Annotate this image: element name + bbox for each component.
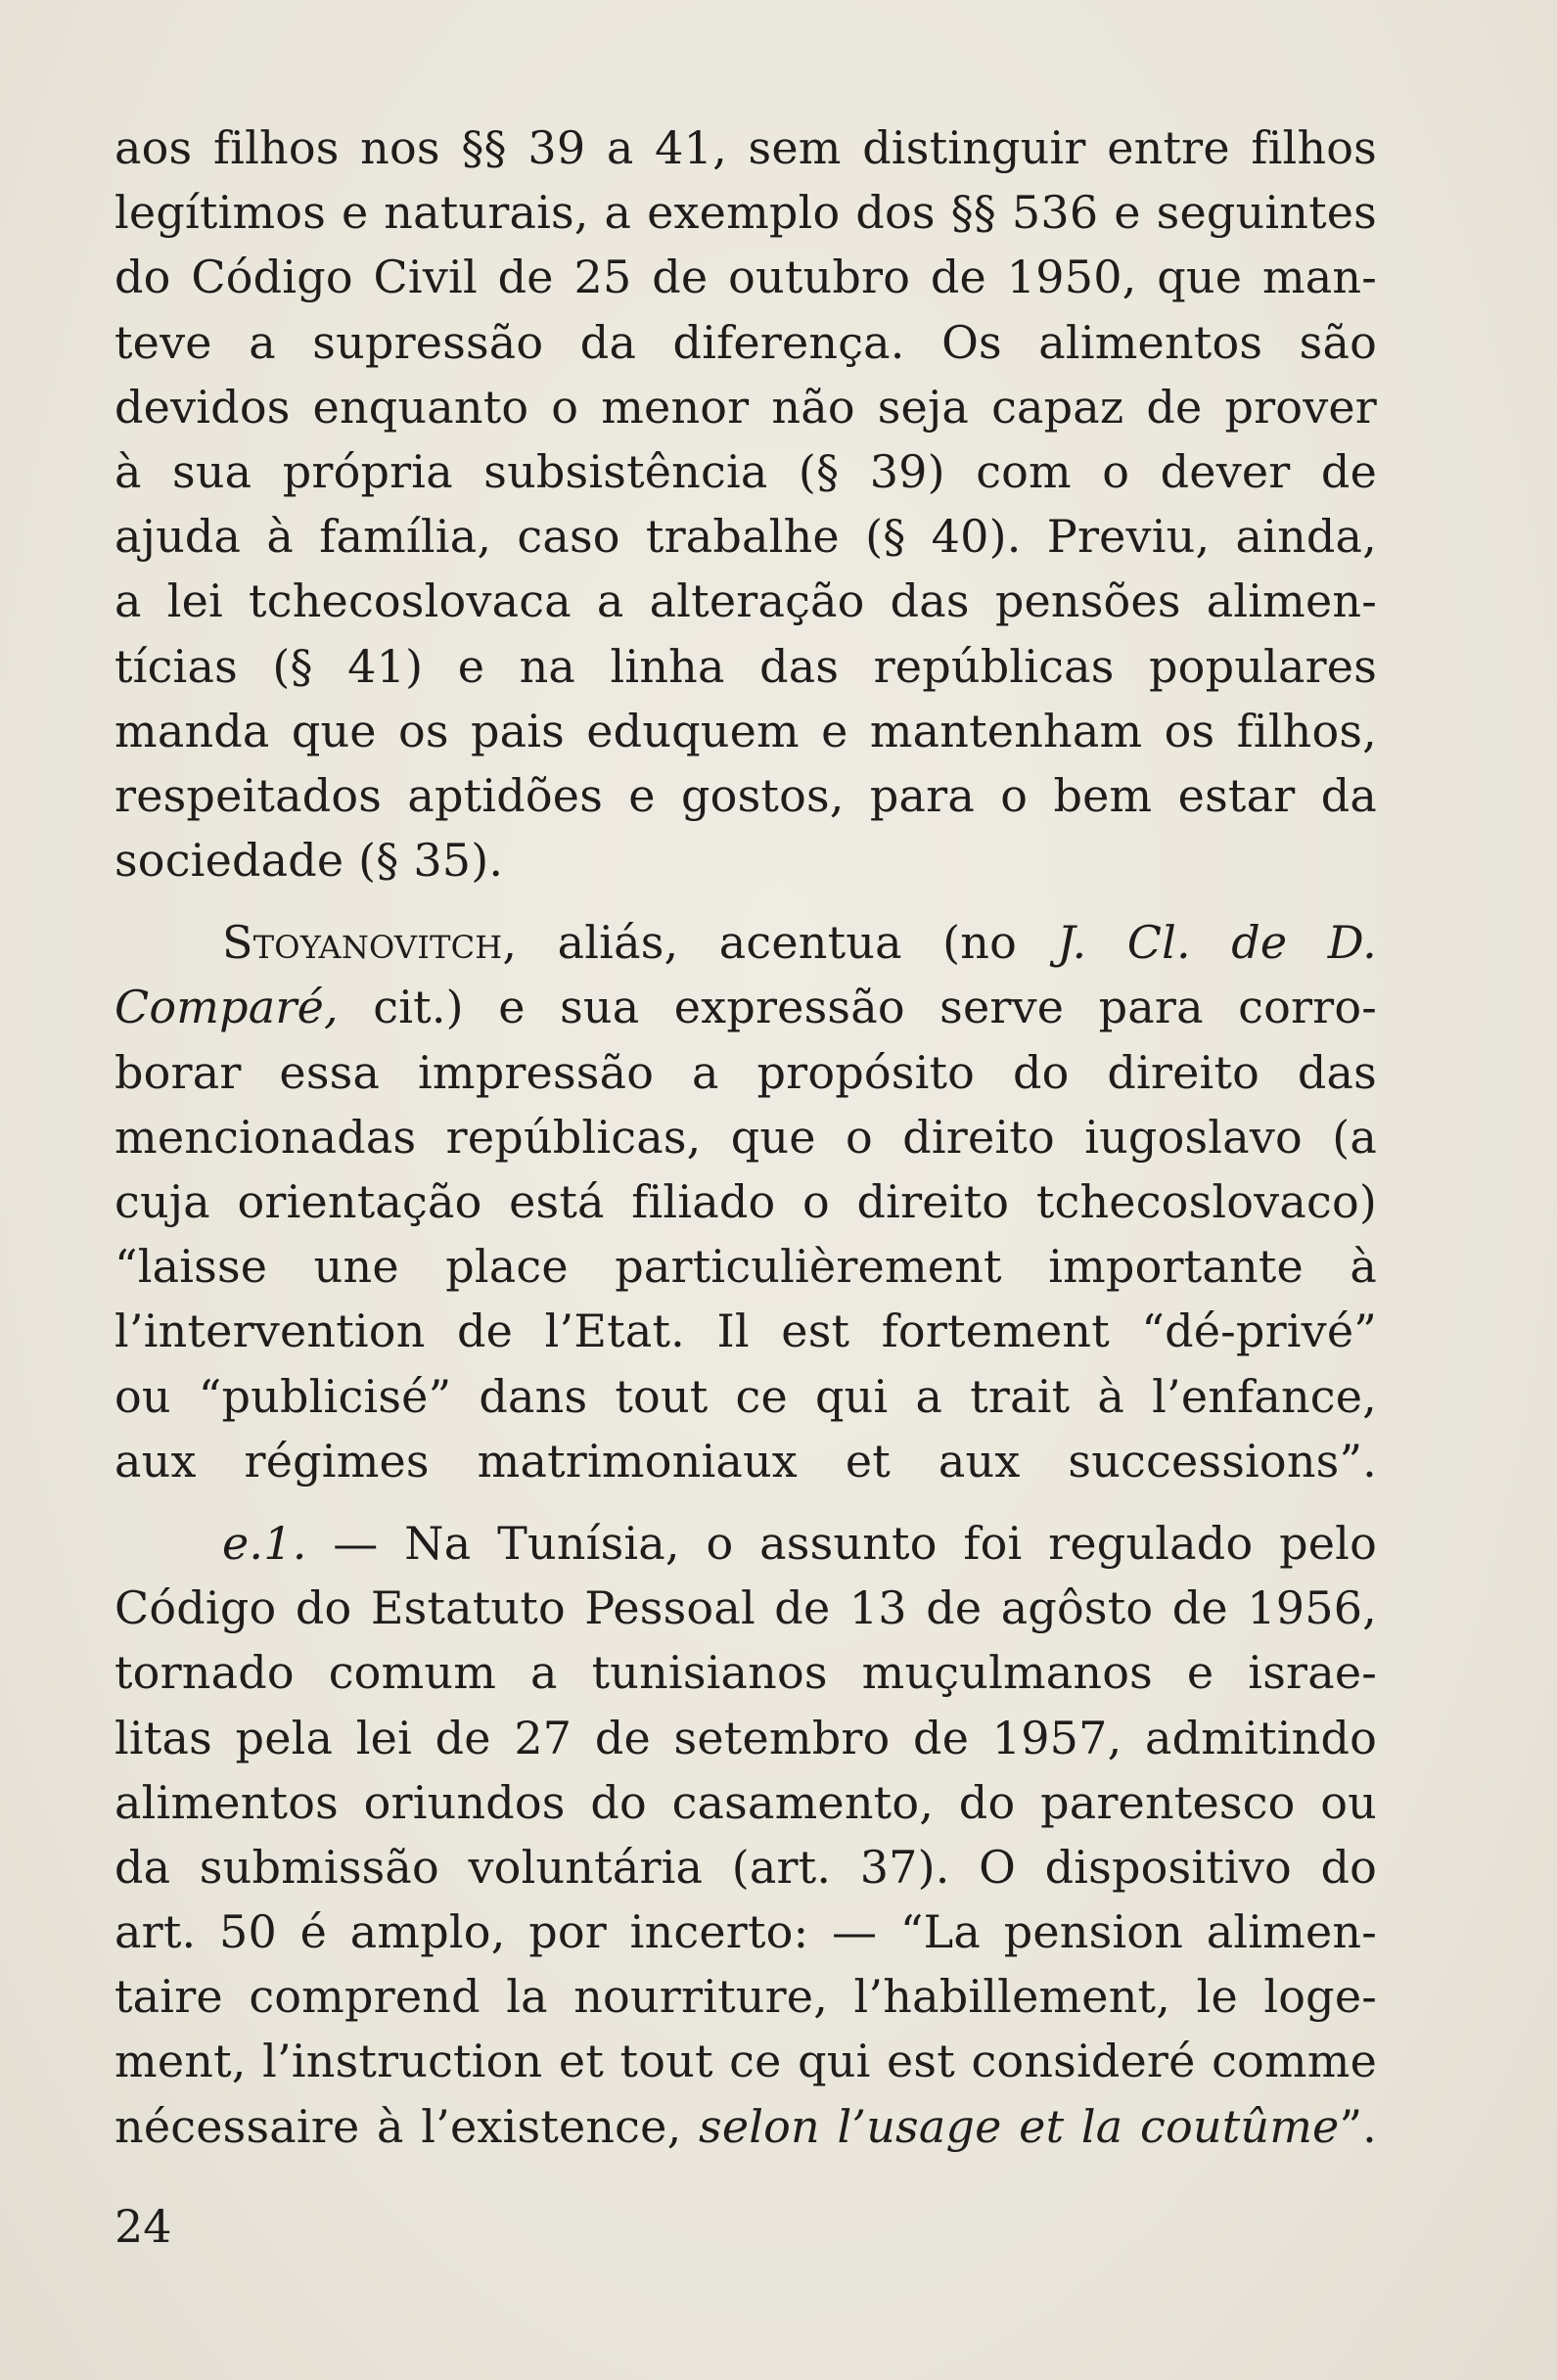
text-line: aux régimes matrimoniaux et aux successions”. [114, 1434, 1377, 1488]
text-span: cit.) e sua expressão serve para corro- [338, 981, 1377, 1034]
text-line [114, 910, 1377, 975]
text-line: da submissão voluntária (art. 37). O dispositivo do [114, 1840, 1377, 1894]
text-span: — Na Tunísia, o assunto foi regulado pelo [306, 1516, 1377, 1570]
section-label: e.1. [222, 1516, 307, 1570]
page-number: 24 [114, 2200, 172, 2253]
text-line: “laisse une place particulièrement importante à [114, 1240, 1377, 1294]
journal-title-cont: Comparé, [114, 981, 339, 1034]
text-line: cuja orientação está filiado o direito tchecoslovaco) [114, 1175, 1377, 1228]
text-line: ajuda à família, caso trabalhe (§ 40). Previu, ainda, [114, 510, 1377, 564]
text-line: alimentos oriundos do casamento, do parentesco ou [114, 1775, 1377, 1829]
text-line: a lei tchecoslovaca a alteração das pensões alimen- [114, 574, 1377, 628]
journal-title: J. Cl. de D. [1057, 916, 1377, 970]
text-line: devidos enquanto o menor não seja capaz de prover [114, 380, 1377, 434]
text-line [114, 2094, 1377, 2159]
text-line [114, 975, 1377, 1039]
text-line: art. 50 é amplo, por incerto: — “La pension alimen- [114, 1905, 1377, 1959]
text-line: legítimos e naturais, a exemplo dos §§ 536 e seguintes [114, 186, 1377, 240]
text-line: ou “publicisé” dans tout ce qui a trait à l’enfance, [114, 1369, 1377, 1423]
text-line: Código do Estatuto Pessoal de 13 de agôsto de 1956, [114, 1581, 1377, 1635]
text-line: ment, l’instruction et tout ce qui est consideré comme [114, 2035, 1377, 2088]
text-span: nécessaire à l’existence, [114, 2099, 700, 2153]
text-line: respeitados aptidões e gostos, para o bem estar da [114, 768, 1377, 822]
text-line: tícias (§ 41) e na linha das repúblicas populares [114, 639, 1377, 693]
text-line: mencionadas repúblicas, que o direito iugoslavo (a [114, 1110, 1377, 1164]
author-name: Stoyanovitch, [222, 916, 518, 970]
text-line: teve a supressão da diferença. Os alimentos são [114, 315, 1377, 369]
text-line: do Código Civil de 25 de outubro de 1950, que man- [114, 251, 1377, 304]
text-line: litas pela lei de 27 de setembro de 1957, admitindo [114, 1711, 1377, 1764]
italic-quote: selon l’usage et la coutûme [699, 2099, 1340, 2153]
text-line [114, 1511, 1377, 1576]
text-line: l’intervention de l’Etat. Il est fortement “dé-privé” [114, 1304, 1377, 1358]
body-text [114, 115, 1377, 2159]
text-line: sociedade (§ 35). [114, 834, 504, 888]
text-line: aos filhos nos §§ 39 a 41, sem distinguir entre filhos [114, 121, 1377, 174]
text-span: ”. [1339, 2099, 1377, 2153]
text-line: tornado comum a tunisianos muçulmanos e israe- [114, 1646, 1377, 1700]
text-line: manda que os pais eduquem e mantenham os filhos, [114, 704, 1377, 757]
text-line: taire comprend la nourriture, l’habillement, le loge- [114, 1970, 1377, 2024]
text-line: à sua própria subsistência (§ 39) com o dever de [114, 444, 1377, 498]
paragraph-3 [114, 1511, 1377, 2159]
text-span: aliás, acentua (no [517, 916, 1058, 970]
text-line: borar essa impressão a propósito do direito das [114, 1045, 1377, 1099]
paragraph-2 [114, 910, 1377, 1493]
paragraph-1 [114, 115, 1377, 892]
